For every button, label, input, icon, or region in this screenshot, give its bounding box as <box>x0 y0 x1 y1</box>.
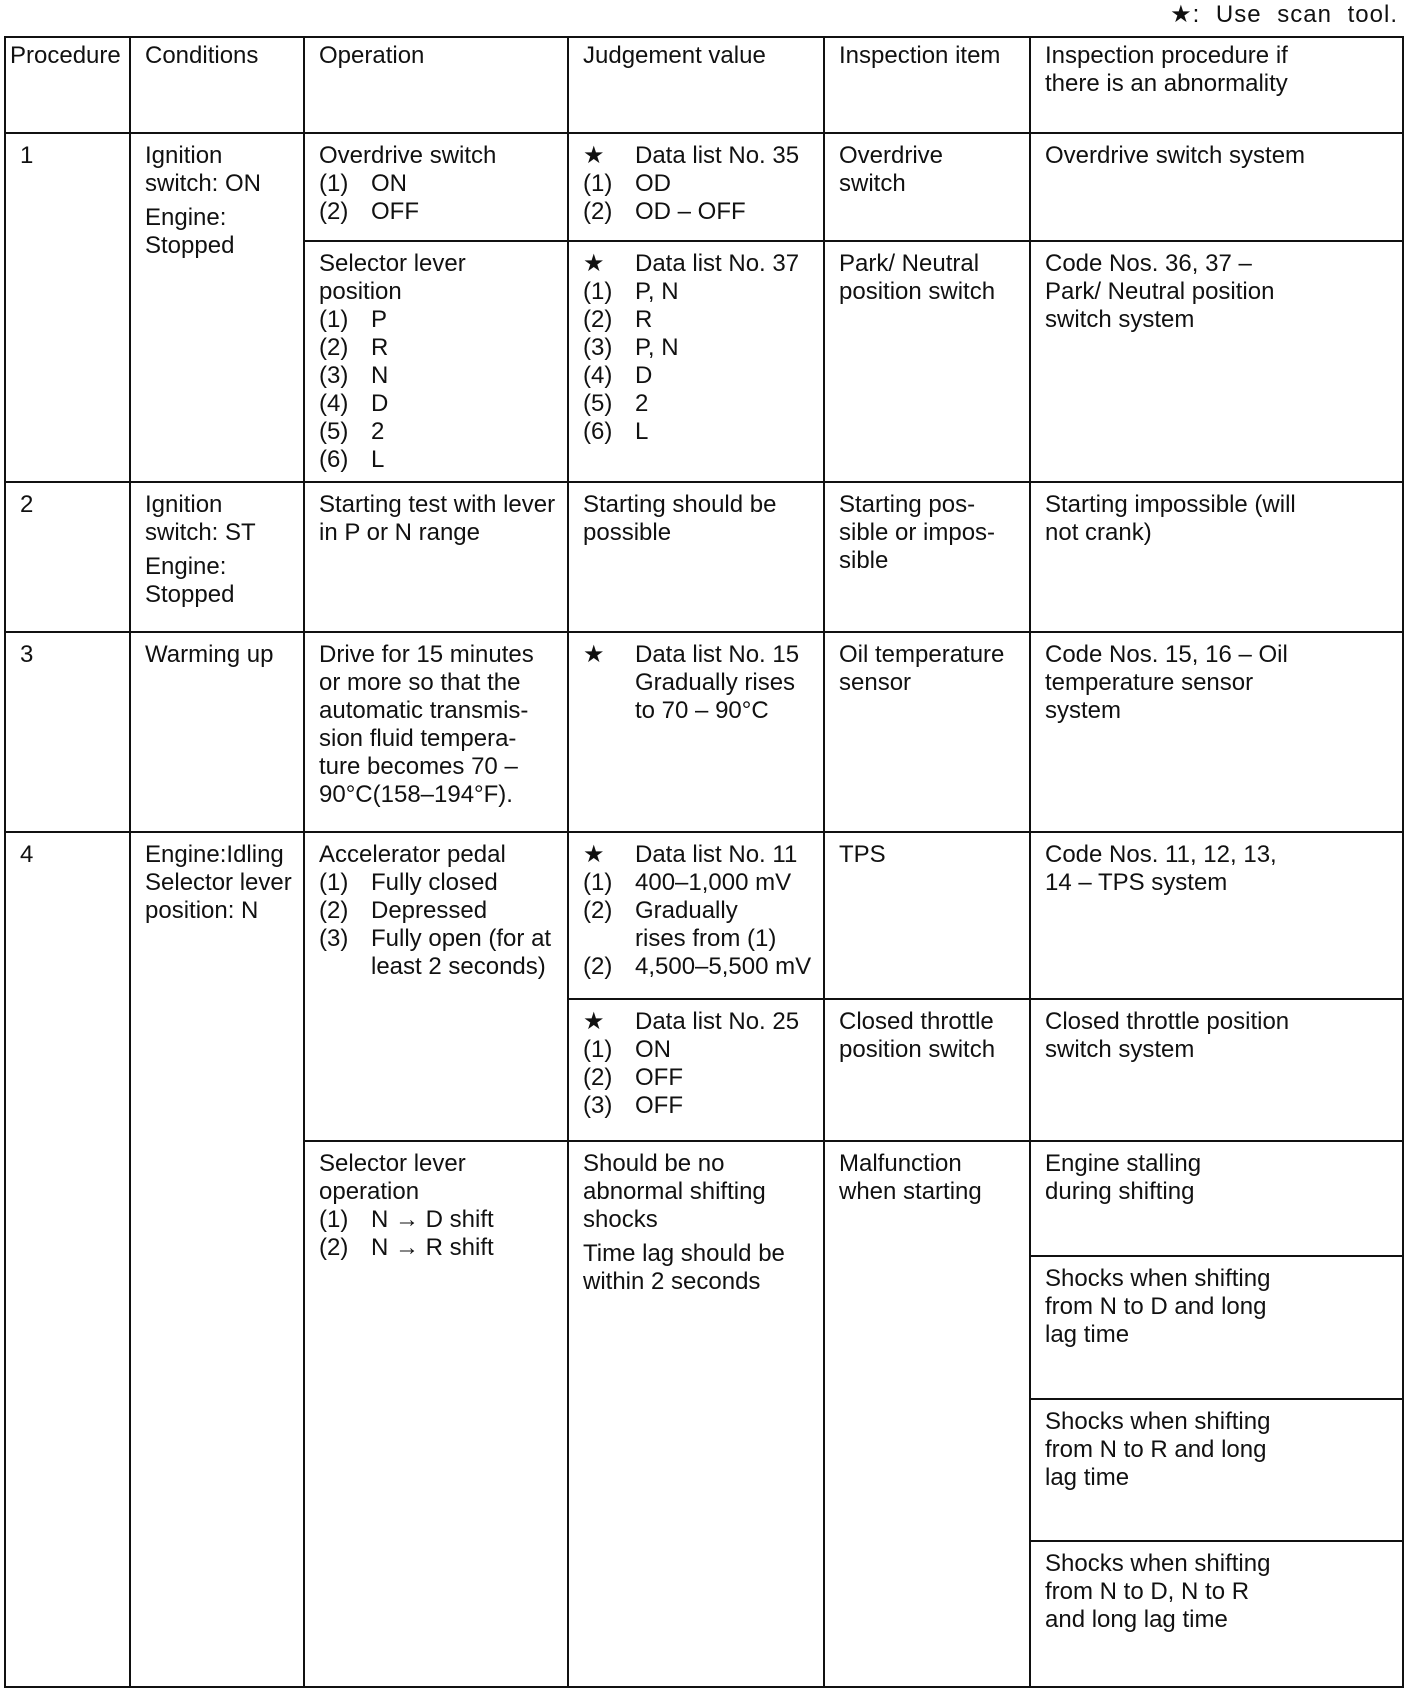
inspection-procedure-cell: Code Nos. 15, 16 – Oil temperature sensor system <box>1030 632 1403 832</box>
table-row <box>5 832 1403 999</box>
conditions-cell: Warming up <box>130 632 304 832</box>
operation-cell <box>304 241 568 482</box>
inspection-table <box>4 36 1404 1688</box>
scan-tool-star: ★ <box>583 640 605 668</box>
list-item: (2) N → R shift <box>319 1233 494 1261</box>
list-item: (2) 4,500–5,500 mV <box>583 953 812 981</box>
inspection-item-cell: Malfunction when starting <box>824 1141 1030 1687</box>
operation-cell <box>304 133 568 241</box>
list-item: (2) R <box>319 334 389 362</box>
inspection-procedure-cell: Shocks when shifting from N to D and long lag time <box>1030 1256 1403 1399</box>
conditions-cell <box>130 832 304 1687</box>
data-list-title: ★ Data list No. 11 <box>583 841 798 869</box>
list-item: (1) N → D shift <box>319 1205 494 1233</box>
judgement-cell <box>568 999 824 1141</box>
judgement-text: Time lag should be within 2 seconds <box>583 1239 785 1295</box>
list-item: (2) Gradually rises from (1) <box>583 897 777 953</box>
inspection-procedure-cell: Shocks when shifting from N to D, N to R and long lag time <box>1030 1541 1403 1687</box>
condition-text: Ignition switch: ST <box>145 491 256 547</box>
conditions-cell <box>130 133 304 482</box>
list-item: (1) ON <box>583 1036 671 1063</box>
inspection-item-cell: TPS <box>824 832 1030 999</box>
list-item: (2) OFF <box>583 1064 683 1091</box>
judgement-cell <box>568 133 824 241</box>
header-inspection-procedure: Inspection procedure if there is an abnormality <box>1030 37 1403 133</box>
header-procedure: Procedure <box>5 37 130 133</box>
header-conditions: Conditions <box>130 37 304 133</box>
scan-tool-star: ★ <box>583 1008 605 1035</box>
procedure-number: 3 <box>5 632 130 832</box>
inspection-item-cell: Closed throttle position switch <box>824 999 1030 1141</box>
condition-text: Engine: Stopped <box>145 204 235 259</box>
judgement-cell <box>568 832 824 999</box>
header-operation: Operation <box>304 37 568 133</box>
condition-text: Selector lever position: N <box>145 869 292 925</box>
condition-text: Ignition switch: ON <box>145 142 262 197</box>
list-item: (1) ON <box>319 170 407 197</box>
procedure-number: 2 <box>5 482 130 632</box>
list-item: (6) L <box>319 446 385 474</box>
list-item: (2) Depressed <box>319 897 488 925</box>
inspection-item-cell: Overdrive switch <box>824 133 1030 241</box>
list-item: (1) OD <box>583 170 671 197</box>
inspection-procedure-cell: Code Nos. 36, 37 – Park/ Neutral position switch system <box>1030 241 1403 482</box>
conditions-cell <box>130 482 304 632</box>
procedure-number: 1 <box>5 133 130 482</box>
data-list-title: ★ Data list No. 25 <box>583 1008 800 1035</box>
judgement-text: Should be no abnormal shifting shocks <box>583 1149 766 1233</box>
header-judgement-value: Judgement value <box>568 37 824 133</box>
list-item: (3) Fully open (for at least 2 seconds) <box>319 925 552 981</box>
inspection-procedure-cell: Overdrive switch system <box>1030 133 1403 241</box>
list-item: (5) 2 <box>583 390 649 418</box>
inspection-item-cell: Park/ Neutral position switch <box>824 241 1030 482</box>
header-inspection-item: Inspection item <box>824 37 1030 133</box>
scan-tool-note <box>1170 0 1398 29</box>
list-item: (4) D <box>319 390 389 418</box>
list-item: Gradually rises to 70 – 90°C <box>635 668 796 724</box>
list-item: (2) R <box>583 306 653 334</box>
data-list-title: ★ Data list No. 15 <box>583 640 800 668</box>
table-row <box>5 133 1403 241</box>
inspection-procedure-cell: Starting impossible (will not crank) <box>1030 482 1403 632</box>
operation-cell: Drive for 15 minutes or more so that the automatic transmis- sion fluid tempera- ture becomes 70 – 90°C(158–194°F). <box>304 632 568 832</box>
table-row <box>5 482 1403 632</box>
list-item: (4) D <box>583 362 653 390</box>
procedure-number: 4 <box>5 832 130 1687</box>
operation-title: Selector lever position <box>319 250 466 306</box>
list-item: (3) P, N <box>583 334 679 362</box>
condition-text: Engine:Idling <box>145 841 284 869</box>
data-list-title: ★ Data list No. 35 <box>583 142 800 169</box>
list-item: (2) OD – OFF <box>583 198 746 225</box>
list-item: (6) L <box>583 418 649 446</box>
inspection-procedure-cell: Shocks when shifting from N to R and long lag time <box>1030 1399 1403 1542</box>
operation-cell <box>304 1141 568 1687</box>
judgement-cell: Starting should be possible <box>568 482 824 632</box>
operation-title: Selector lever operation <box>319 1149 466 1205</box>
list-item: (3) OFF <box>583 1092 683 1119</box>
list-item: (1) Fully closed <box>319 869 498 897</box>
judgement-cell <box>568 1141 824 1687</box>
inspection-procedure-cell: Code Nos. 11, 12, 13, 14 – TPS system <box>1030 832 1403 999</box>
list-item: (5) 2 <box>319 418 385 446</box>
operation-title: Overdrive switch <box>319 142 497 169</box>
inspection-procedure-cell: Closed throttle position switch system <box>1030 999 1403 1141</box>
data-list-title: ★ Data list No. 37 <box>583 250 800 278</box>
inspection-item-cell: Oil temperature sensor <box>824 632 1030 832</box>
star-legend: ★: <box>1170 1 1201 28</box>
header-row <box>5 37 1403 133</box>
scan-tool-note-text: Use scan tool. <box>1215 1 1398 28</box>
scan-tool-star: ★ <box>583 142 605 169</box>
operation-cell <box>304 832 568 1141</box>
list-item: (1) P <box>319 306 388 334</box>
judgement-cell <box>568 632 824 832</box>
scan-tool-star: ★ <box>583 841 605 869</box>
list-item: (3) N <box>319 362 389 390</box>
inspection-procedure-cell: Engine stalling during shifting <box>1030 1141 1403 1256</box>
scan-tool-star: ★ <box>583 250 605 278</box>
operation-title: Accelerator pedal <box>319 841 506 869</box>
judgement-cell <box>568 241 824 482</box>
table-row <box>5 632 1403 832</box>
list-item: (1) 400–1,000 mV <box>583 869 792 897</box>
condition-text: Engine: Stopped <box>145 553 235 609</box>
list-item: (2) OFF <box>319 198 419 225</box>
list-item: (1) P, N <box>583 278 679 306</box>
inspection-item-cell: Starting pos- sible or impos- sible <box>824 482 1030 632</box>
operation-cell: Starting test with lever in P or N range <box>304 482 568 632</box>
